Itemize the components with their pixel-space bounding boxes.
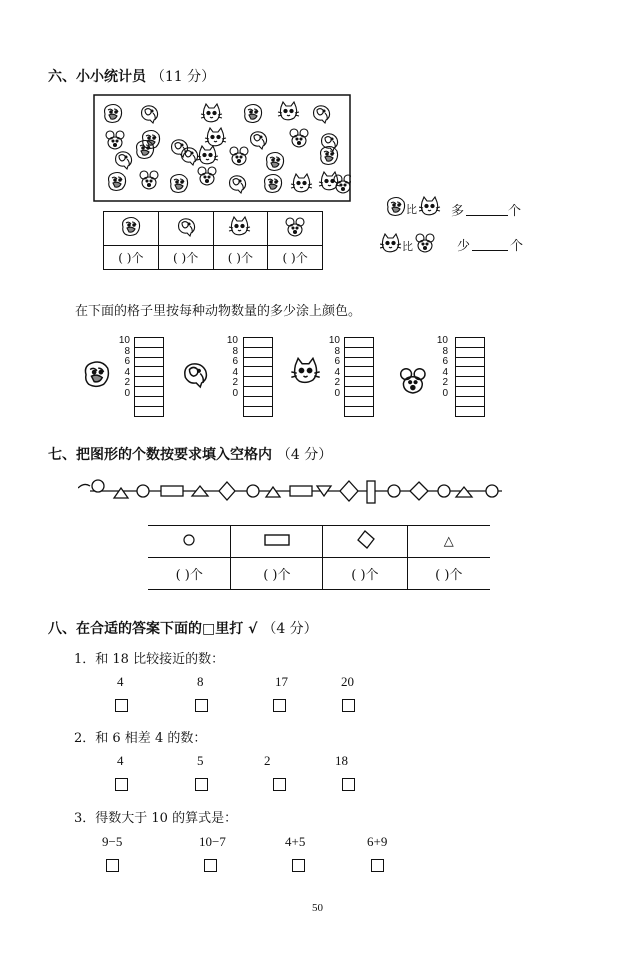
coloring-grid-cat[interactable] <box>344 337 374 417</box>
q2-checkbox[interactable] <box>273 778 286 791</box>
compare1-answer-line[interactable] <box>466 215 508 216</box>
q3-checkbox[interactable] <box>204 859 217 872</box>
question-3-text: 3．得数大于 10 的算式是： <box>74 811 238 826</box>
section7-title: 七、把图形的个数按要求填入空格内 （4 分） <box>48 447 333 463</box>
q2-option-label: 5 <box>197 753 204 768</box>
coloring-grid-elephant[interactable] <box>243 337 273 417</box>
compare1-bi-text: 比 <box>406 203 417 216</box>
q3-checkbox[interactable] <box>371 859 384 872</box>
q1-checkbox[interactable] <box>115 699 128 712</box>
q1-option-label: 4 <box>117 674 124 689</box>
count-answer-blank[interactable]: ( )个 <box>104 246 159 270</box>
shape-count-table <box>148 525 490 590</box>
cat-icon <box>419 196 441 218</box>
diamond-icon <box>354 529 376 551</box>
cat-icon <box>290 357 322 387</box>
q1-option-label: 17 <box>275 674 288 689</box>
count-answer-blank[interactable]: ( )个 <box>158 246 213 270</box>
section8-title: 八、在合适的答案下面的□里打 √ （4 分） <box>48 621 318 637</box>
lion-icon <box>385 196 407 218</box>
table-cell <box>268 212 323 246</box>
cat-icon <box>228 216 252 238</box>
count-answer-blank[interactable]: ( )个 <box>323 558 407 590</box>
table-cell <box>158 212 213 246</box>
cat-icon <box>380 233 402 255</box>
question-1-text: 1．和 18 比较接近的数： <box>74 652 225 667</box>
q1-option-label: 8 <box>197 674 204 689</box>
q2-checkbox[interactable] <box>195 778 208 791</box>
mouse-icon <box>283 216 307 238</box>
coloring-grid-lion[interactable] <box>134 337 164 417</box>
q3-checkbox[interactable] <box>106 859 119 872</box>
mouse-icon <box>414 231 436 255</box>
lion-icon <box>119 216 143 238</box>
q3-option-label: 9−5 <box>102 834 123 849</box>
table-cell <box>148 526 231 558</box>
compare2-word: 少 <box>457 239 471 254</box>
q2-checkbox[interactable] <box>342 778 355 791</box>
circle-icon <box>181 533 197 547</box>
coloring-grid-mouse[interactable] <box>455 337 485 417</box>
count-answer-blank[interactable]: ( )个 <box>148 558 231 590</box>
section6-title: 六、小小统计员 （11 分） <box>48 69 216 85</box>
q1-checkbox[interactable] <box>342 699 355 712</box>
elephant-icon <box>180 360 210 390</box>
elephant-icon <box>174 216 198 238</box>
compare1-unit: 个 <box>508 204 522 219</box>
coloring-instruction: 在下面的格子里按每种动物数量的多少涂上颜色。 <box>75 304 362 319</box>
count-answer-blank[interactable]: ( )个 <box>407 558 490 590</box>
compare2-unit: 个 <box>510 239 524 254</box>
q2-option-label: 4 <box>117 753 124 768</box>
grid-scale: 10 8 6 4 2 0 <box>118 335 130 399</box>
q2-checkbox[interactable] <box>115 778 128 791</box>
q3-checkbox[interactable] <box>292 859 305 872</box>
compare1-word: 多 <box>451 204 465 219</box>
compare2-answer-line[interactable] <box>472 250 508 251</box>
question-2-text: 2．和 6 相差 4 的数： <box>74 731 207 746</box>
q1-checkbox[interactable] <box>273 699 286 712</box>
q3-option-label: 10−7 <box>199 834 226 849</box>
lion-icon <box>82 360 112 390</box>
mouse-icon <box>398 366 428 398</box>
table-cell <box>213 212 268 246</box>
q2-option-label: 18 <box>335 753 348 768</box>
table-cell <box>323 526 407 558</box>
section7-points: （4 分） <box>276 447 333 463</box>
animal-count-table <box>103 211 323 270</box>
q1-checkbox[interactable] <box>195 699 208 712</box>
section8-points: （4 分） <box>262 621 318 637</box>
q2-option-label: 2 <box>264 753 271 768</box>
count-answer-blank[interactable]: ( )个 <box>231 558 323 590</box>
count-answer-blank[interactable]: ( )个 <box>213 246 268 270</box>
q1-option-label: 20 <box>341 674 354 689</box>
grid-scale: 10 8 6 4 2 0 <box>226 335 238 399</box>
grid-scale: 10 8 6 4 2 0 <box>436 335 448 399</box>
animal-picture-box <box>93 94 351 202</box>
page-number: 50 <box>312 902 323 914</box>
shape-chain <box>78 472 508 508</box>
compare2-bi-text: 比 <box>402 240 413 253</box>
section6-points: （11 分） <box>150 69 216 85</box>
table-cell <box>231 526 323 558</box>
triangle-icon: △ <box>407 526 490 558</box>
rectangle-icon <box>262 533 292 547</box>
q3-option-label: 6+9 <box>367 834 388 849</box>
count-answer-blank[interactable]: ( )个 <box>268 246 323 270</box>
table-cell <box>104 212 159 246</box>
q3-option-label: 4+5 <box>285 834 306 849</box>
grid-scale: 10 8 6 4 2 0 <box>328 335 340 399</box>
